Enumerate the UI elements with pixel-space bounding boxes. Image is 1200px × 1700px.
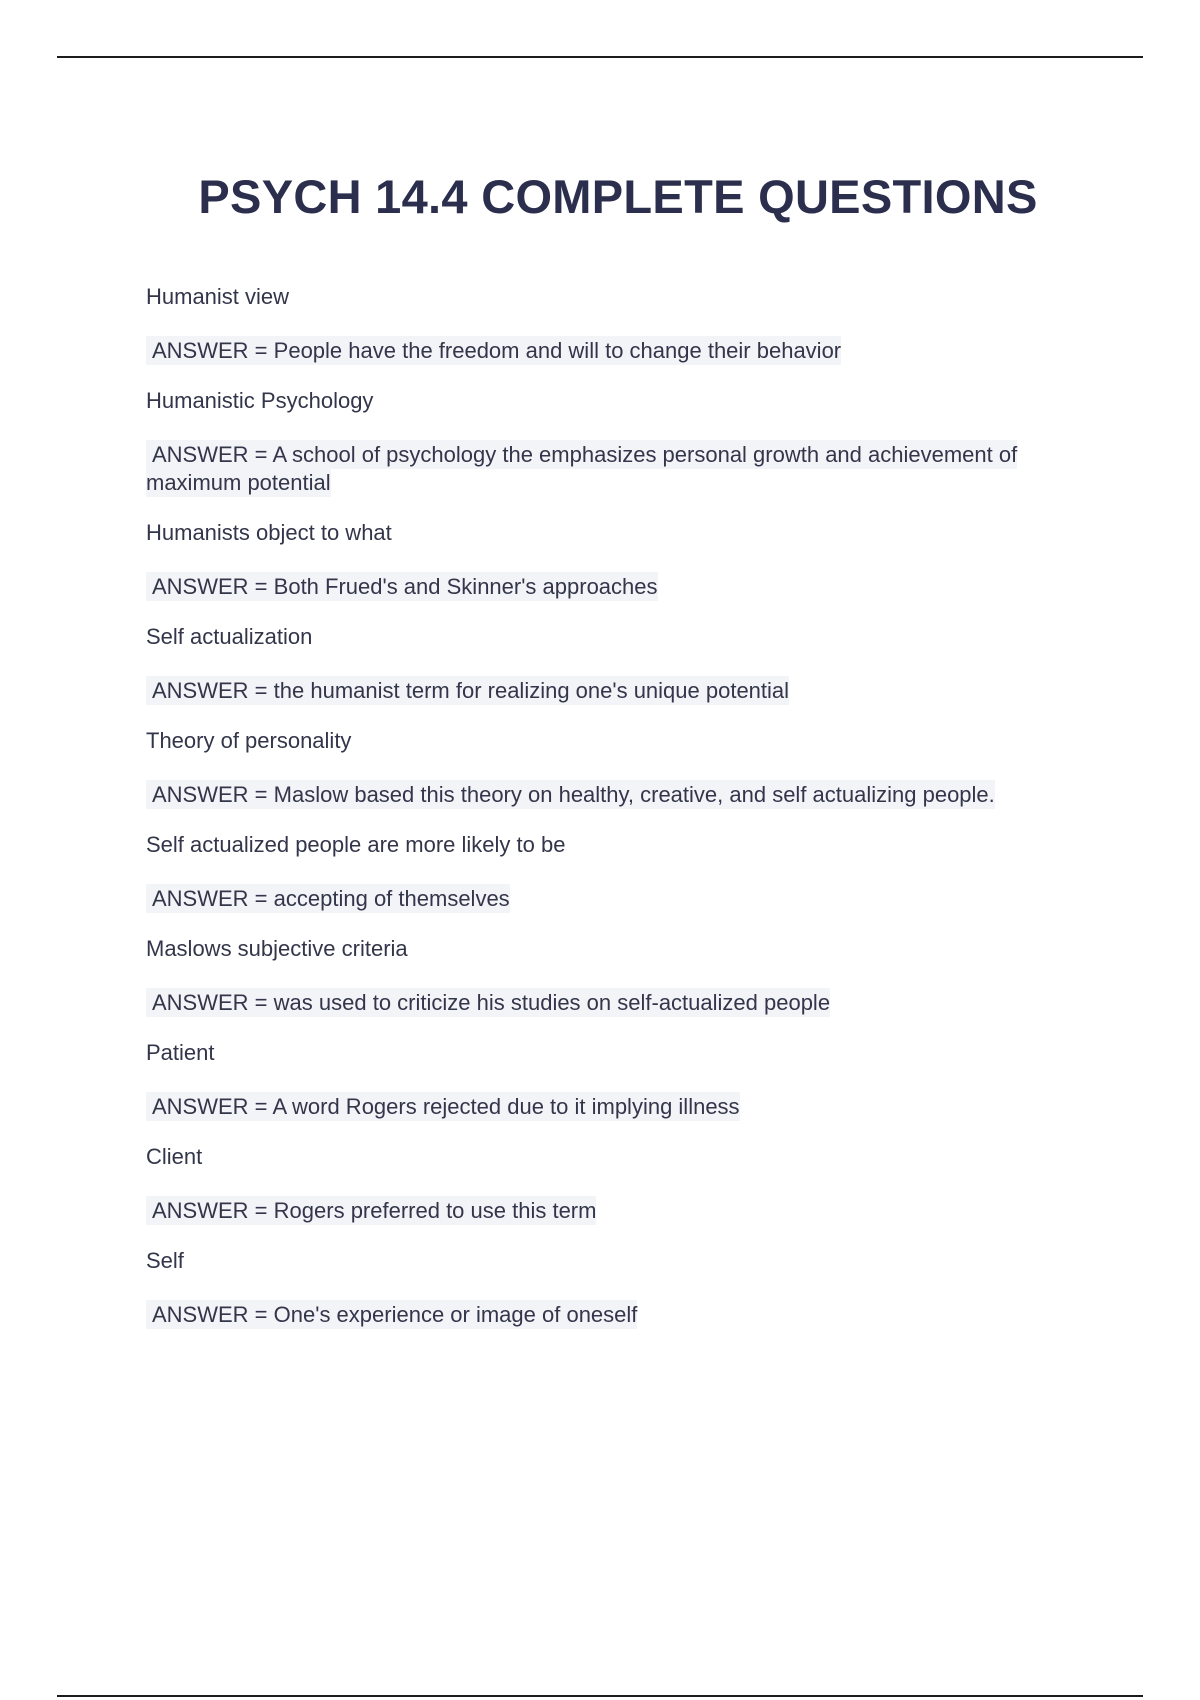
- qa-item: [146, 283, 1086, 365]
- answer-highlight: [146, 780, 995, 809]
- answer-prefix: ANSWER =: [152, 990, 268, 1015]
- answer-highlight: [146, 676, 789, 705]
- answer-highlight: [146, 1196, 596, 1225]
- qa-item: [146, 1143, 1086, 1225]
- question-text: Theory of personality: [146, 728, 352, 753]
- answer-highlight: [146, 884, 510, 913]
- answer-body: Both Frued's and Skinner's approaches: [273, 574, 658, 599]
- answer-body: A word Rogers rejected due to it implying illness: [272, 1094, 740, 1119]
- answer-text: [146, 1301, 1086, 1329]
- answer-prefix: ANSWER =: [152, 886, 268, 911]
- answer-text: [146, 677, 1086, 705]
- qa-item: [146, 1039, 1086, 1121]
- answer-prefix: ANSWER =: [152, 1302, 268, 1327]
- question-text: Self actualization: [146, 624, 313, 649]
- answer-prefix: ANSWER =: [152, 782, 268, 807]
- qa-item: [146, 1247, 1086, 1329]
- answer-highlight: [146, 988, 830, 1017]
- answer-prefix: ANSWER =: [152, 442, 268, 467]
- qa-item: [146, 623, 1086, 705]
- answer-text: [146, 337, 1086, 365]
- answer-text: [146, 885, 1086, 913]
- qa-item: [146, 519, 1086, 601]
- answer-text: [146, 781, 1086, 809]
- answer-body: A school of psychology the emphasizes personal growth and achievement of maximum potential: [146, 442, 1018, 495]
- bottom-rule: [57, 1695, 1143, 1697]
- qa-item: [146, 387, 1086, 497]
- answer-text: [146, 573, 1086, 601]
- page-title: PSYCH 14.4 COMPLETE QUESTIONS: [198, 170, 1038, 224]
- answer-body: was used to criticize his studies on self-actualized people: [273, 990, 831, 1015]
- question-text: Client: [146, 1144, 203, 1169]
- answer-prefix: ANSWER =: [152, 1198, 268, 1223]
- question-text: Humanist view: [146, 284, 290, 309]
- answer-body: One's experience or image of oneself: [273, 1302, 638, 1327]
- answer-prefix: ANSWER =: [152, 678, 268, 703]
- qa-list: [146, 283, 1086, 1351]
- answer-body: accepting of themselves: [273, 886, 510, 911]
- question-text: Self: [146, 1248, 184, 1273]
- answer-highlight: [146, 336, 841, 365]
- answer-body: People have the freedom and will to change their behavior: [273, 338, 842, 363]
- question-text: Patient: [146, 1040, 215, 1065]
- answer-text: [146, 441, 1086, 497]
- answer-body: Rogers preferred to use this term: [273, 1198, 597, 1223]
- answer-body: Maslow based this theory on healthy, creative, and self actualizing people.: [273, 782, 995, 807]
- answer-highlight: [146, 1300, 637, 1329]
- top-rule: [57, 56, 1143, 58]
- qa-item: [146, 831, 1086, 913]
- answer-text: [146, 989, 1086, 1017]
- qa-item: [146, 727, 1086, 809]
- answer-highlight: [146, 440, 1017, 497]
- answer-prefix: ANSWER =: [152, 1094, 268, 1119]
- answer-text: [146, 1197, 1086, 1225]
- question-text: Maslows subjective criteria: [146, 936, 408, 961]
- answer-text: [146, 1093, 1086, 1121]
- question-text: Humanists object to what: [146, 520, 392, 545]
- answer-highlight: [146, 1092, 740, 1121]
- qa-item: [146, 935, 1086, 1017]
- question-text: Self actualized people are more likely to be: [146, 832, 566, 857]
- answer-highlight: [146, 572, 658, 601]
- answer-prefix: ANSWER =: [152, 574, 268, 599]
- question-text: Humanistic Psychology: [146, 388, 374, 413]
- answer-body: the humanist term for realizing one's unique potential: [273, 678, 790, 703]
- answer-prefix: ANSWER =: [152, 338, 268, 363]
